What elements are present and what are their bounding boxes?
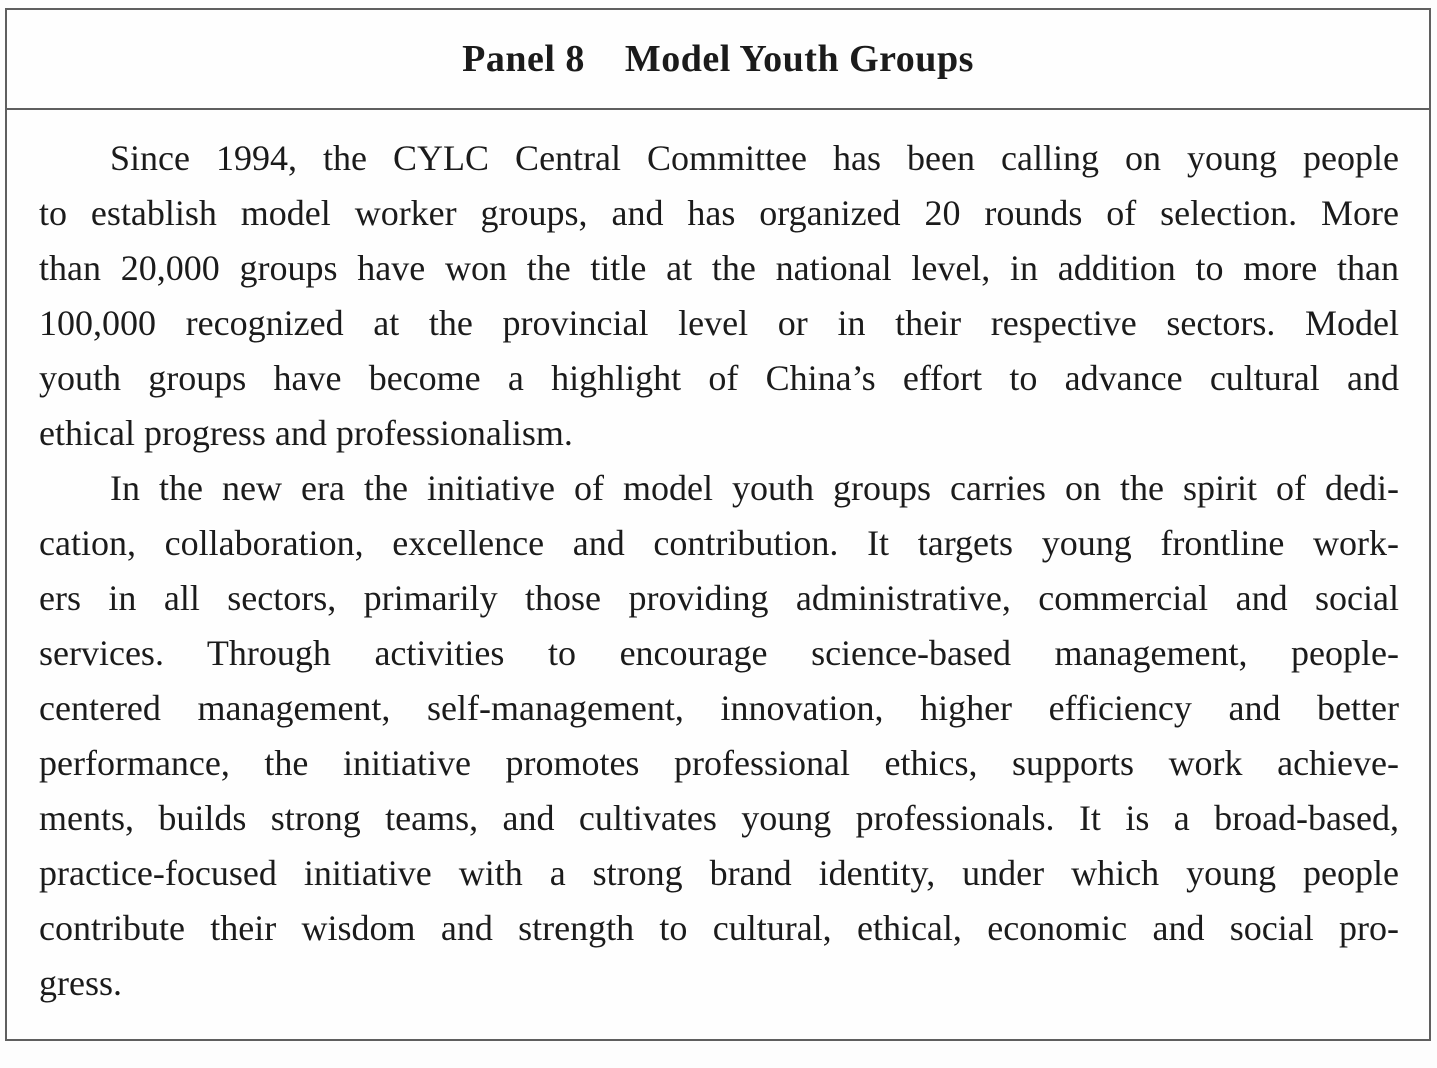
panel-box xyxy=(5,8,1431,1041)
text-line: gress. xyxy=(39,963,122,1003)
paragraph xyxy=(39,131,1399,461)
text-line: ers in all sectors, primarily those providing administrative, commercial and social xyxy=(39,578,1399,618)
text-line: ethical progress and professionalism. xyxy=(39,413,573,453)
panel-number-label: Panel 8 xyxy=(462,38,585,80)
text-line: performance, the initiative promotes professional ethics, supports work achieve- xyxy=(39,743,1399,783)
text-line: 100,000 recognized at the provincial level or in their respective sectors. Model xyxy=(39,303,1399,343)
text-line: youth groups have become a highlight of China’s effort to advance cultural and xyxy=(39,358,1399,398)
text-line: Since 1994, the CYLC Central Committee has been calling on young people xyxy=(110,138,1399,178)
text-line: ments, builds strong teams, and cultivates young professionals. It is a broad-based, xyxy=(39,798,1399,838)
text-line: contribute their wisdom and strength to cultural, ethical, economic and social pro- xyxy=(39,908,1399,948)
text-line: practice-focused initiative with a strong brand identity, under which young people xyxy=(39,853,1399,893)
panel-body xyxy=(7,110,1429,1011)
paragraph xyxy=(39,461,1399,1011)
panel-title: Model Youth Groups xyxy=(624,38,974,80)
text-line: than 20,000 groups have won the title at the national level, in addition to more than xyxy=(39,248,1399,288)
text-line: cation, collaboration, excellence and contribution. It targets young frontline work- xyxy=(39,523,1399,563)
text-line: to establish model worker groups, and has organized 20 rounds of selection. More xyxy=(39,193,1399,233)
text-line: services. Through activities to encourage science-based management, people- xyxy=(39,633,1399,673)
text-line: In the new era the initiative of model youth groups carries on the spirit of dedi- xyxy=(110,468,1399,508)
panel-header xyxy=(7,10,1429,110)
text-line: centered management, self-management, innovation, higher efficiency and better xyxy=(39,688,1399,728)
